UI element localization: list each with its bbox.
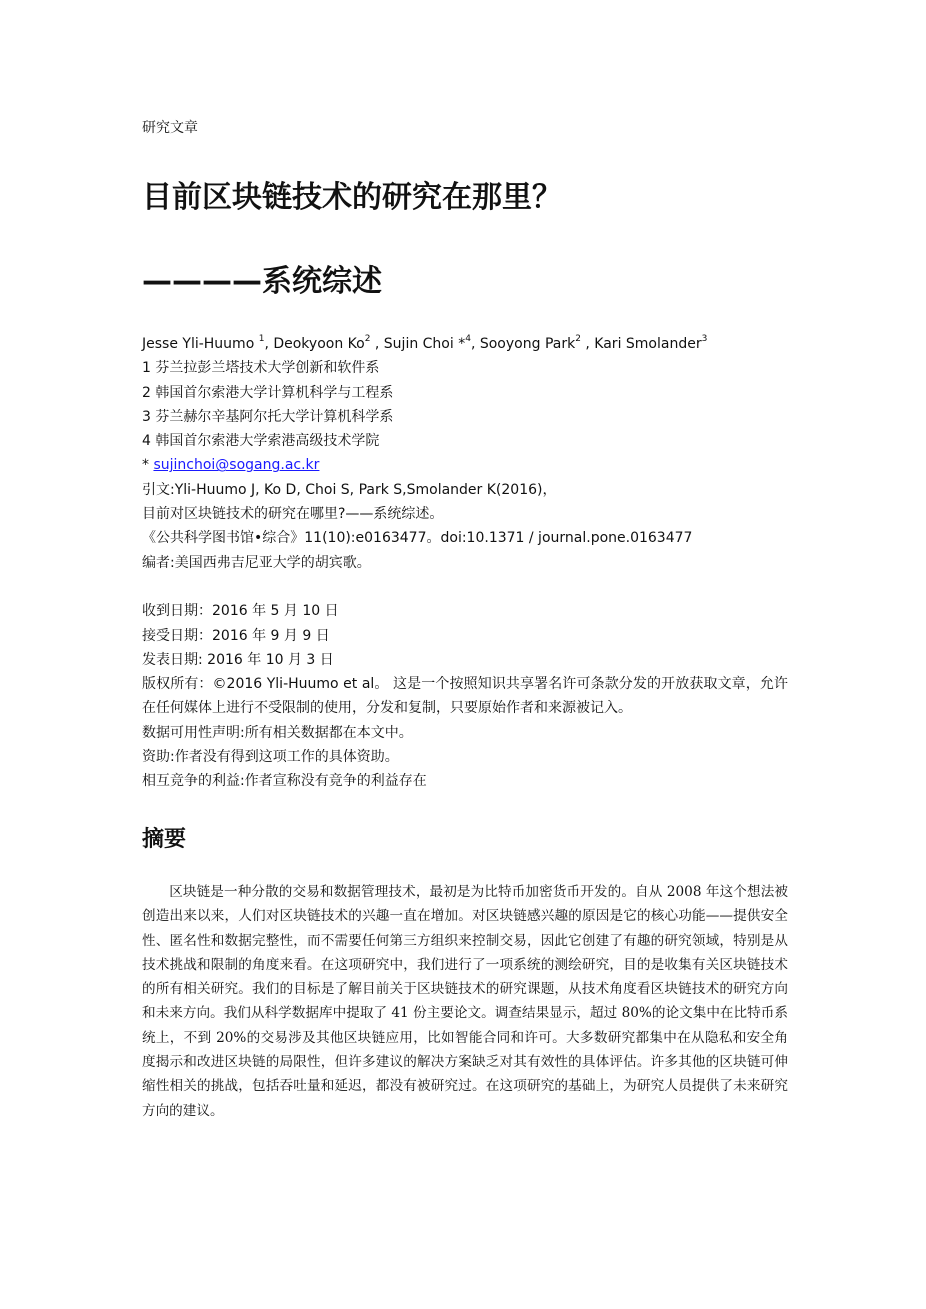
article-metadata xyxy=(142,332,788,794)
email-link[interactable]: sujinchoi@sogang.ac.kr xyxy=(153,457,320,474)
article-category: 研究文章 xyxy=(142,120,198,136)
funding-statement: 资助:作者没有得到这项工作的具体资助。 xyxy=(142,749,399,766)
title-subtitle: ————系统综述 xyxy=(142,264,382,299)
received-date: 收到日期：2016 年 5 月 10 日 xyxy=(142,603,339,620)
abstract-text: 区块链是一种分散的交易和数据管理技术，最初是为比特币加密货币开发的。自从 2008 年这个想法被创造出来以来，人们对区块链技术的兴趣一直在增加。对区块链感兴趣的原因是它的核心功能——提供安全性、匿名性和数据完整性，而不需要任何第三方组织来控制交易，因此它创建了有趣的研究领域，特别是从技术挑战和限制的角度来看。在这项研究中，我们进行了一项系统的测绘研究，目的是收集有关区块链技术的所有相关研究。我们的目标是了解目前关于区块链技术的研究课题，从技术角度看区块链技术的研究方向和未来方向。我们从科学数据库中提取了 41 份主要论文。调查结果显示，超过 80%的论文集中在比特币系统上，不到 20%的交易涉及其他区块链应用，比如智能合同和许可。大多数研究都集中在从隐私和安全角度揭示和改进区块链的局限性，但许多建议的解决方案缺乏对其有效性的具体评估。许多其他的区块链可伸缩性相关的挑战，包括吞吐量和延迟，都没有被研究过。在这项研究的基础上，为研究人员提供了未来研究方向的建议。 xyxy=(142,884,788,1119)
abstract-heading: 摘要 xyxy=(142,827,187,852)
affiliation: 1 芬兰拉彭兰塔技术大学创新和软件系 xyxy=(142,360,380,377)
affiliation: 4 韩国首尔索港大学索港高级技术学院 xyxy=(142,433,380,450)
published-date: 发表日期: 2016 年 10 月 3 日 xyxy=(142,651,334,668)
editor-line: 编者:美国西弗吉尼亚大学的胡宾歌。 xyxy=(142,554,371,571)
author: Sujin Choi *$^4$ xyxy=(383,334,471,352)
corresponding-email: * sujinchoi@sogang.ac.kr xyxy=(142,457,320,474)
spacer xyxy=(142,575,788,599)
citation-line: 《公共科学图书馆•综合》11(10):e0163477。doi:10.1371 / journal.pone.0163477 xyxy=(142,530,693,547)
author: Sooyong Park$^2$ xyxy=(479,334,581,352)
author: Kari Smolander$^3$ xyxy=(594,334,708,352)
author: Deokyoon Ko$^2$ xyxy=(273,334,371,352)
accepted-date: 接受日期：2016 年 9 月 9 日 xyxy=(142,627,330,644)
citation-line: 引文:Yli-Huumo J, Ko D, Choi S, Park S,Smolander K(2016)， xyxy=(142,481,557,498)
author: Jesse Yli-Huumo $^1$ xyxy=(142,334,265,352)
affiliation: 3 芬兰赫尔辛基阿尔托大学计算机科学系 xyxy=(142,408,394,425)
title-main: 目前区块链技术的研究在那里？ xyxy=(142,180,562,215)
data-availability-statement: 数据可用性声明:所有相关数据都在本文中。 xyxy=(142,724,413,741)
citation-line: 目前对区块链技术的研究在哪里?——系统综述。 xyxy=(142,506,444,523)
author-line: Jesse Yli-Huumo $^1$, Deokyoon Ko$^2$ , Sujin Choi *$^4$, Sooyong Park$^2$ , Kari Smolander$^3$ xyxy=(142,334,708,352)
competing-interests-statement: 相互竞争的利益:作者宣称没有竞争的利益存在 xyxy=(142,773,427,790)
copyright-license: 版权所有：©2016 Yli-Huumo et al。 这是一个按照知识共享署名许可条款分发的开放获取文章，允许在任何媒体上进行不受限制的使用，分发和复制，只要原始作者和来源被记入。 xyxy=(142,676,788,717)
affiliation: 2 韩国首尔索港大学计算机科学与工程系 xyxy=(142,384,394,401)
